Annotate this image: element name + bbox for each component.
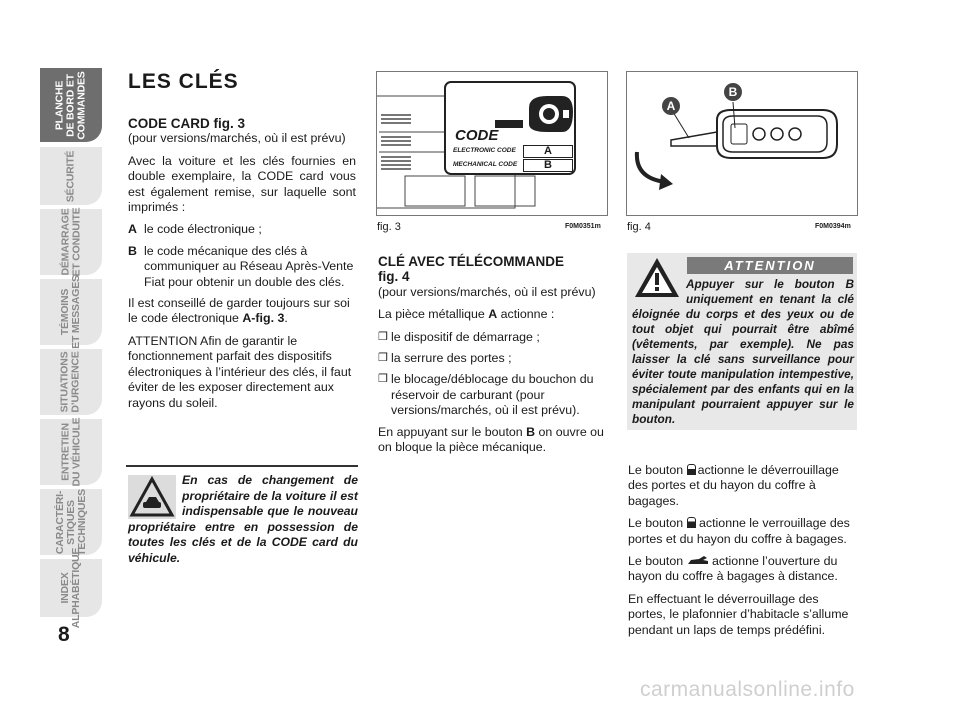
fig4-caption: fig. 4 — [627, 221, 651, 233]
marker-a: A — [666, 99, 676, 113]
text: La pièce métallique — [378, 307, 489, 322]
text: Il est conseillé de garder toujours sur soi le code électronique — [128, 296, 350, 326]
marker-b: B — [728, 85, 738, 99]
text: on ouvre ou on bloque la pièce mécanique. — [378, 424, 604, 455]
tab-label: DÉMARRAGE ET CONDUITE — [59, 207, 82, 277]
tab-situations[interactable] — [40, 349, 102, 415]
part-ref: A — [488, 307, 498, 322]
tab-label: SÉCURITÉ — [64, 150, 77, 202]
tab-securite[interactable] — [40, 147, 102, 205]
paragraph — [128, 296, 356, 327]
item-text: le code électronique ; — [144, 222, 262, 237]
tab-temoins[interactable] — [40, 275, 102, 349]
tab-label: INDEX ALPHABÉTIQUE — [59, 547, 82, 629]
text: . — [284, 311, 288, 326]
text: actionne le verrouillage des portes et du hayon du coffre à bagages. — [628, 516, 850, 546]
text: Le bouton — [628, 554, 687, 569]
text: actionne l’ouverture du hayon du coffre à bagages à distance. — [628, 554, 838, 584]
text: Le bouton — [628, 516, 687, 531]
checkbox-bullet-icon: ❒ — [378, 352, 388, 365]
tab-index[interactable] — [40, 547, 102, 629]
fig4-illustration — [626, 71, 858, 216]
section-heading-fig: fig. 4 — [378, 269, 410, 285]
mechanical-code-label: MECHANICAL CODE — [453, 161, 518, 168]
item-text: le dispositif de démarrage ; — [391, 329, 540, 344]
paragraph: En effectuant le déverrouillage des portes, le plafonnier d’habitacle s’allume pendant un laps de temps prédéfini. — [628, 591, 849, 637]
paragraph: (pour versions/marchés, où il est prévu) — [378, 284, 596, 299]
tab-label: PLANCHE DE BORD ET COMMANDES — [53, 70, 88, 140]
fig3-code: F0M0351m — [565, 223, 601, 230]
electronic-code-label: ELECTRONIC CODE — [453, 147, 516, 154]
section-heading: CLÉ AVEC TÉLÉCOMMANDE — [378, 254, 565, 269]
list-item — [378, 372, 606, 418]
tab-entretien[interactable] — [40, 419, 102, 485]
item-key: A — [128, 222, 137, 237]
item-text: la serrure des portes ; — [391, 351, 512, 366]
item-key: B — [128, 243, 137, 258]
paragraph: Avec la voiture et les clés fournies en double exemplaire, la CODE card vous est également remise, sur laquelle sont imprimés : — [128, 153, 356, 215]
mechanical-code-box: B — [523, 159, 573, 172]
section-heading: CODE CARD fig. 3 — [128, 116, 246, 131]
item-text: le blocage/déblocage du bouchon du réservoir de carburant (pour versions/marchés, où il est prévu). — [391, 372, 594, 418]
attention-body: Appuyer sur le bouton B uniquement en tenant la clé éloignée du corps et des yeux ou de tout objet qui pourrait être abîmé (vêtements, par exemple). Ne pas laisser la clé sans surveillance pour éviter toute manipulation intempestive, spécialement par des enfants qui en la manipulant pourraient appuyer sur le bouton. — [632, 277, 854, 426]
text: En appuyant sur le bouton — [378, 424, 527, 439]
fig3-caption: fig. 3 — [377, 221, 401, 233]
figure-ref: A-fig. 3 — [242, 311, 285, 326]
list-item — [378, 351, 606, 366]
list-item — [378, 330, 606, 345]
trunk-icon — [687, 555, 709, 565]
list-item — [128, 244, 356, 290]
paragraph — [378, 307, 606, 322]
watermark: carmanualsonline.info — [640, 678, 855, 701]
electronic-code-box: A — [523, 145, 573, 158]
paragraph: (pour versions/marchés, où il est prévu) — [128, 131, 346, 146]
column-3 — [628, 463, 858, 645]
text: Le bouton — [628, 463, 687, 477]
tab-label: CARACTÉRI- STIQUES TECHNIQUES — [53, 488, 88, 556]
note-body: En cas de changement de propriétaire de la voiture il est indispensable que le nouveau propriétaire entre en possession de toutes les clés et de la CODE card du véhicule. — [128, 473, 358, 565]
item-text: le code mécanique des clés à communiquer au Réseau Après-Vente Fiat pour obtenir un double des clés. — [144, 243, 354, 289]
tab-label: ENTRETIEN DU VÉHICULE — [59, 417, 83, 487]
column-1 — [128, 116, 356, 418]
attention-label: ATTENTION — [687, 257, 853, 274]
tab-label: TÉMOINS ET MESSAGES — [59, 275, 82, 349]
column-2 — [378, 254, 606, 462]
paragraph — [628, 516, 858, 547]
card-title: CODE — [455, 127, 499, 144]
note-divider — [126, 465, 358, 467]
checkbox-bullet-icon: ❒ — [378, 373, 388, 386]
list-item — [128, 222, 356, 237]
tab-planche-de-bord[interactable] — [40, 68, 102, 142]
tab-caracteristiques[interactable] — [40, 489, 102, 555]
tab-demarrage[interactable] — [40, 209, 102, 275]
note-text — [128, 473, 358, 566]
unlock-icon — [687, 464, 696, 475]
paragraph — [628, 554, 858, 585]
paragraph: ATTENTION Afin de garantir le fonctionnement parfait des dispositifs électroniques à l’intérieur des clés, il faut éviter de les exposer directement aux rayons du soleil. — [128, 333, 352, 410]
lock-icon — [687, 517, 696, 528]
fig3-illustration — [376, 71, 608, 216]
attention-text — [632, 277, 854, 427]
page-number: 8 — [58, 623, 70, 646]
paragraph — [628, 463, 858, 509]
checkbox-bullet-icon: ❒ — [378, 330, 388, 343]
page-title: LES CLÉS — [128, 70, 239, 93]
text: actionne le déverrouillage des portes et du hayon du coffre à bagages. — [628, 463, 839, 508]
fig4-code: F0M0394m — [815, 223, 851, 230]
paragraph — [378, 425, 606, 456]
text: actionne : — [497, 307, 555, 322]
part-ref: B — [526, 424, 536, 439]
tab-label: SITUATIONS D’URGENCE — [59, 351, 82, 413]
